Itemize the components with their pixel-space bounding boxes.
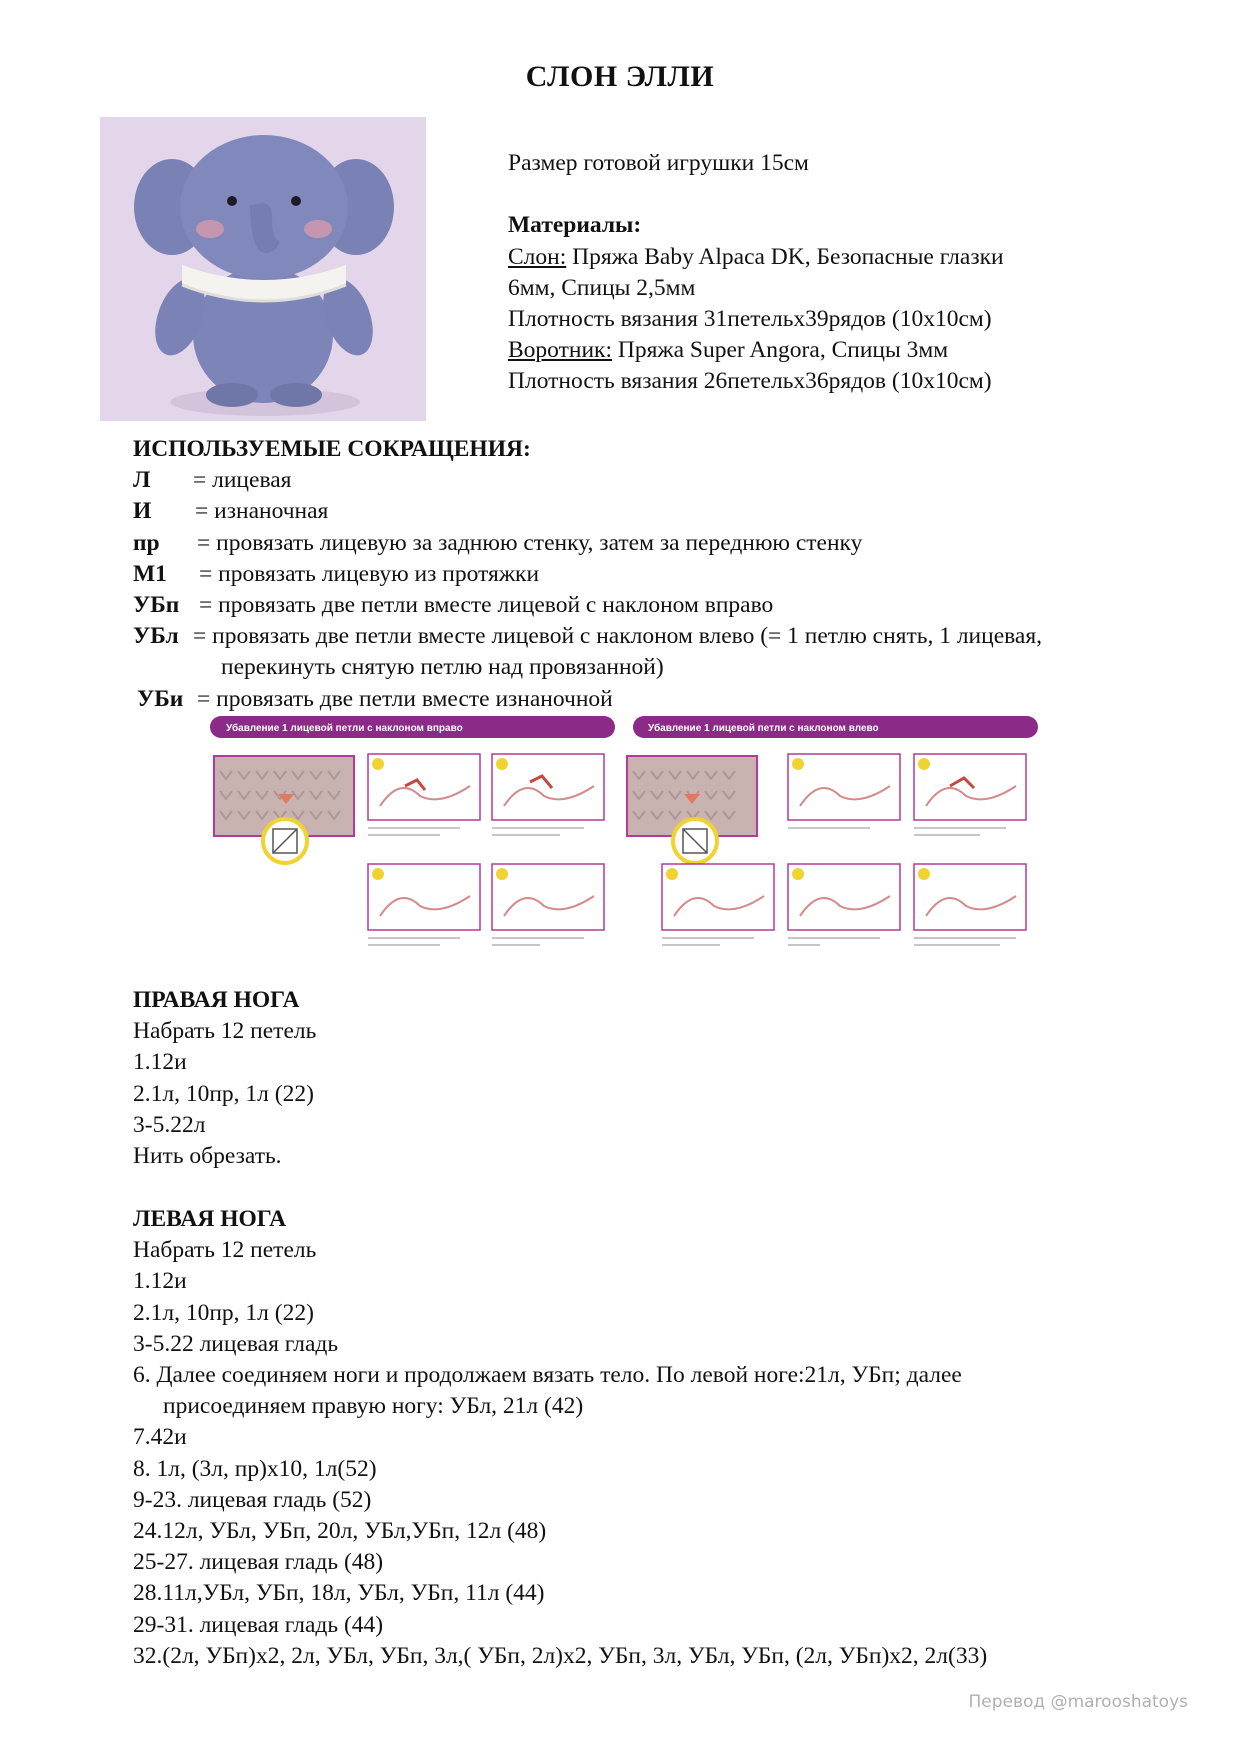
instruction-line: 2.1л, 10пр, 1л (22)	[133, 1080, 314, 1107]
instruction-line: присоединяем правую ногу: УБл, 21л (42)	[163, 1393, 584, 1420]
abbr-row	[133, 652, 1213, 683]
instruction-line: 3-5.22л	[133, 1111, 206, 1138]
abbr-row	[133, 621, 1213, 652]
left-leg-section	[133, 1204, 1213, 1672]
translator-credit: Перевод @marooshatoys	[968, 1692, 1188, 1712]
abbr-text: = провязать лицевую из протяжки	[199, 560, 540, 587]
abbr-text: = провязать лицевую за заднюю стенку, затем за переднюю стенку	[197, 529, 863, 556]
abbr-code: УБп	[133, 591, 180, 618]
abbr-row	[133, 590, 1213, 621]
size-text: Размер готовой игрушки 15см	[508, 150, 809, 176]
abbr-code: Л	[133, 467, 151, 494]
abbr-row	[133, 684, 1213, 715]
instruction-line: 1.12и	[133, 1268, 187, 1295]
collar-gauge: Плотность вязания 26петельх36рядов (10х10см)	[508, 368, 992, 395]
materials-heading: Материалы:	[508, 212, 642, 239]
abbr-text: = лицевая	[193, 467, 292, 494]
abbr-code: УБи	[137, 685, 184, 712]
right-leg-section	[133, 985, 1213, 1172]
abbr-text: = провязать две петли вместе лицевой с наклоном влево (= 1 петлю снять, 1 лицевая,	[193, 623, 1043, 650]
abbr-row	[133, 496, 1213, 527]
decrease-diagram	[210, 716, 1040, 978]
instruction-line: 25-27. лицевая гладь (48)	[133, 1549, 384, 1576]
instruction-line: 8. 1л, (3л, пр)х10, 1л(52)	[133, 1455, 377, 1482]
instruction-line: 24.12л, УБл, УБп, 20л, УБл,УБп, 12л (48)	[133, 1518, 547, 1545]
right-leg-heading: ПРАВАЯ НОГА	[133, 987, 300, 1013]
abbreviations-block	[133, 434, 1213, 715]
instruction-line: 7.42и	[133, 1424, 187, 1451]
elephant-text: Пряжа Baby Alpaca DK, Безопасные глазки	[566, 243, 1004, 270]
materials-block	[508, 148, 1148, 398]
instruction-line: 32.(2л, УБп)х2, 2л, УБл, УБп, 3л,( УБп, 2л)х2, УБп, 3л, УБл, УБп, (2л, УБп)х2, 2л(33)	[133, 1642, 988, 1669]
instruction-line: 3-5.22 лицевая гладь	[133, 1330, 339, 1357]
left-leg-heading: ЛЕВАЯ НОГА	[133, 1206, 287, 1232]
abbr-text: = провязать две петли вместе изнаночной	[197, 685, 613, 712]
abbr-code: М1	[133, 560, 167, 587]
abbr-row	[133, 465, 1213, 496]
elephant-text2: 6мм, Спицы 2,5мм	[508, 274, 696, 301]
abbr-row	[133, 559, 1213, 590]
diagram-right-title: Убавление 1 лицевой петли с наклоном влево	[648, 723, 879, 734]
instruction-line: Нить обрезать.	[133, 1143, 282, 1170]
instruction-line: 6. Далее соединяем ноги и продолжаем вязать тело. По левой ноге:21л, УБп; далее	[133, 1362, 962, 1389]
elephant-gauge: Плотность вязания 31петельх39рядов (10х10см)	[508, 306, 992, 333]
abbr-text: = провязать две петли вместе лицевой с наклоном вправо	[199, 591, 774, 618]
collar-label: Воротник:	[508, 337, 612, 364]
abbr-row	[133, 528, 1213, 559]
elephant-photo	[100, 117, 426, 421]
instruction-line: 29-31. лицевая гладь (44)	[133, 1611, 384, 1638]
collar-text: Пряжа Super Angora, Спицы 3мм	[611, 337, 949, 364]
abbr-code: И	[133, 498, 152, 525]
abbr-code: пр	[133, 529, 160, 556]
abbr-code: УБл	[133, 623, 179, 650]
page-title: СЛОН ЭЛЛИ	[525, 60, 715, 93]
instruction-line: 9-23. лицевая гладь (52)	[133, 1486, 372, 1513]
instruction-line: Набрать 12 петель	[133, 1018, 317, 1045]
instruction-line: 1.12и	[133, 1049, 187, 1076]
instruction-line: 2.1л, 10пр, 1л (22)	[133, 1299, 314, 1326]
abbreviations-heading: ИСПОЛЬЗУЕМЫЕ СОКРАЩЕНИЯ:	[133, 436, 531, 462]
instruction-line: 28.11л,УБл, УБп, 18л, УБл, УБп, 11л (44)	[133, 1580, 545, 1607]
elephant-label: Слон:	[508, 243, 567, 270]
diagram-left-title: Убавление 1 лицевой петли с наклоном вправо	[226, 723, 463, 734]
instruction-line: Набрать 12 петель	[133, 1237, 317, 1264]
abbr-text: = изнаночная	[195, 498, 329, 525]
abbr-text: перекинуть снятую петлю над провязанной)	[221, 654, 664, 681]
